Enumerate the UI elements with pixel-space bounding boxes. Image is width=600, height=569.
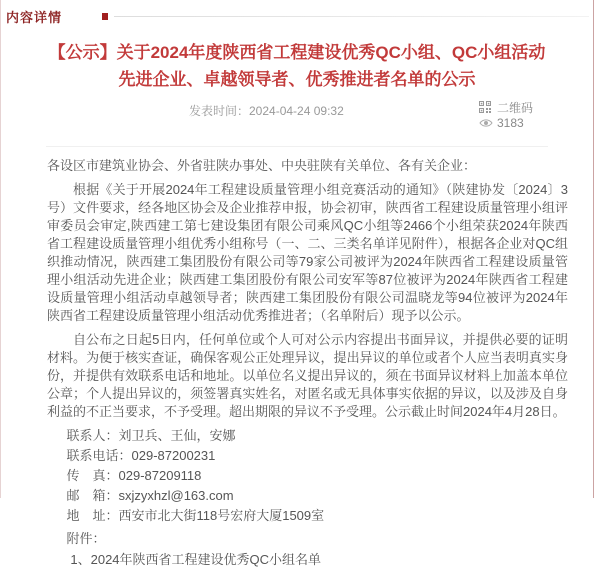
qr-code-icon	[479, 101, 495, 113]
contact-phone: 联系电话：029-87200231	[66, 448, 216, 463]
qrcode-widget[interactable]	[479, 99, 533, 115]
content-detail-panel	[1, 0, 594, 567]
contact-email: 邮 箱：sxjzyxhzl@163.com	[66, 488, 234, 503]
body-paragraph: 自公布之日起5日内，任何单位或个人可对公示内容提出书面异议，并提供必要的证明材料。为便于核实查证，确保客观公正处理异议，提出异议的单位或者个人应当表明真实身份，并提供有效联系电话和地址。以单位名义提出异议的，须在书面异议材料上加盖本单位公章；个人提出异议的，须签署真实姓名，对匿名或无具体事实依据的异议，以及涉及自身利益的不正当要求，不予受理。超出期限的异议不予受理。公示截止时间2024年4月28日。	[47, 332, 568, 419]
attachment-heading: 附件：	[66, 531, 106, 546]
publish-time: 发表时间：2024-04-24 09:32	[189, 104, 344, 118]
view-count-widget	[479, 115, 533, 131]
article-meta	[1, 98, 593, 146]
greeting-line: 各设区市建筑业协会、外省驻陕办事处、中央驻陕有关单位、各有关企业：	[47, 158, 477, 173]
article-title-line1: 【公示】关于2024年度陕西省工程建设优秀QC小组、QC小组活动	[48, 43, 546, 62]
attachment-block	[47, 530, 568, 569]
contact-person: 联系人：刘卫兵、王仙，安娜	[66, 428, 236, 443]
article-title	[29, 39, 565, 93]
eye-icon	[479, 118, 495, 128]
header-divider	[114, 16, 589, 17]
red-square-icon	[102, 13, 108, 20]
body-paragraph: 根据《关于开展2024年工程建设质量管理小组竞赛活动的通知》（陕建协发〔2024〕3号）文件要求，经各地区协会及企业推荐申报，协会初审，陕西省工程建设质量管理小组评审委员会审定,陕西建工第七建设集团有限公司乘风QC小组等2466个小组荣获2024年陕西省工程建设质量管理小组优秀小组称号（一、二、三类名单详见附件），根据各企业对QC组织推动情况，陕西建工集团股份有限公司等79家公司被评为2024年陕西省工程建设质量管理小组活动先进企业；陕西建工集团股份有限公司安军等87位被评为2024年陕西省工程建设质量管理小组活动卓越领导者；陕西建工集团股份有限公司温晓龙等94位被评为2024年陕西省工程建设质量管理小组活动优秀推进者；（名单附后）现予以公示。	[47, 182, 568, 323]
qrcode-label: 二维码	[497, 100, 534, 115]
article-title-line2: 先进企业、卓越领导者、优秀推进者名单的公示	[118, 70, 476, 89]
meta-widgets	[479, 99, 533, 131]
contact-block	[47, 427, 568, 524]
article-body	[1, 147, 593, 569]
contact-fax: 传 真：029-87209118	[66, 468, 202, 483]
contact-address: 地 址：西安市北大街118号宏府大厦1509室	[66, 508, 325, 523]
view-count: 3183	[497, 116, 524, 130]
section-title: 内容详情	[6, 9, 63, 25]
attachment-link[interactable]: 1、2024年陕西省工程建设优秀QC小组名单	[70, 552, 322, 567]
section-header	[1, 0, 593, 25]
